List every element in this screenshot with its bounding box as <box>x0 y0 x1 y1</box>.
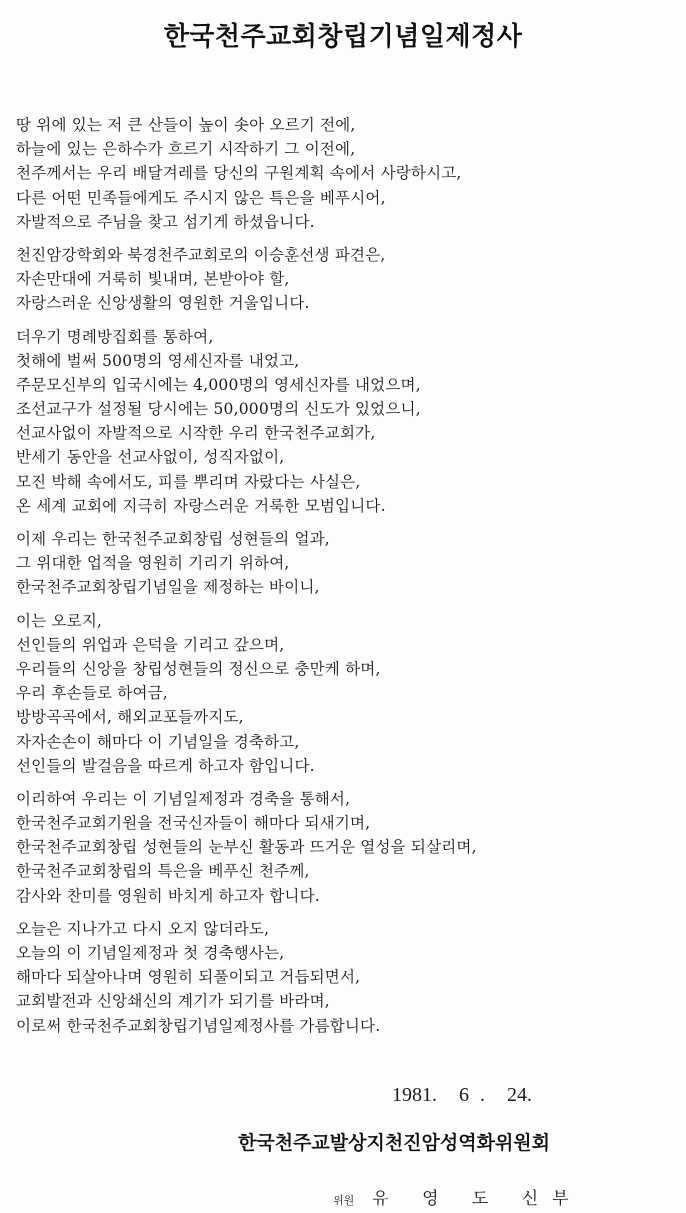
text-line: 이리하여 우리는 이 기념일제정과 경축을 통해서, <box>16 789 351 808</box>
text-line: 땅 위에 있는 저 큰 산들이 높이 솟아 오르기 전에, <box>16 116 356 134</box>
document-date: 1981. 6 . 24. <box>392 1084 532 1106</box>
text-line: 주문모신부의 입국시에는 4,000명의 영세신자를 내었으며, <box>16 375 421 394</box>
text-line: 선교사없이 자발적으로 시작한 우리 한국천주교회가, <box>16 424 376 443</box>
paragraph <box>16 243 680 316</box>
signer-name: 유 영 도 신부 <box>372 1189 583 1209</box>
text-line: 한국천주교회기원을 전국신자들이 해마다 되새기며, <box>16 814 371 833</box>
text-line: 더우기 명례방집회를 통하여, <box>16 327 214 346</box>
text-line: 선인들의 발걸음을 따르게 하고자 함입니다. <box>16 756 315 775</box>
text-line: 온 세계 교회에 지극히 자랑스러운 거룩한 모범입니다. <box>16 496 386 515</box>
text-line: 한국천주교회창립기념일을 제정하는 바이니, <box>16 578 320 597</box>
text-line: 자랑스러운 신앙생활의 영원한 거울입니다. <box>16 294 310 313</box>
text-line: 자손만대에 거룩히 빛내며, 본받아야 할, <box>16 270 290 289</box>
committee-name: 한국천주교발상지천진암성역화위원회 <box>238 1132 551 1154</box>
text-line: 그 위대한 업적을 영원히 기리기 위하여, <box>16 554 290 573</box>
text-line: 천진암강학회와 북경천주교회로의 이승훈선생 파견은, <box>16 245 386 264</box>
text-line: 오늘의 이 기념일제정과 첫 경축행사는, <box>16 944 285 962</box>
signer-block <box>333 1184 583 1209</box>
document-body <box>16 113 680 1047</box>
text-line: 우리들의 신앙을 창립성현들의 정신으로 충만케 하며, <box>16 659 381 678</box>
text-line: 교회발전과 신앙쇄신의 계기가 되기를 바라며, <box>16 992 330 1011</box>
text-line: 자발적으로 주님을 찾고 섬기게 하셨읍니다. <box>16 212 315 231</box>
paragraph <box>16 609 680 778</box>
text-line: 방방곡곡에서, 해외교포들까지도, <box>16 708 244 727</box>
text-line: 모진 박해 속에서도, 피를 뿌리며 자랐다는 사실은, <box>16 472 361 491</box>
text-line: 다른 어떤 민족들에게도 주시지 않은 특은을 베푸시어, <box>16 188 386 207</box>
paragraph <box>16 917 680 1038</box>
text-line: 이는 오로지, <box>16 611 103 630</box>
signer-role: 위원 <box>333 1194 355 1207</box>
text-line: 이로써 한국천주교회창립기념일제정사를 가름합니다. <box>16 1016 381 1035</box>
text-line: 하늘에 있는 은하수가 흐르기 시작하기 그 이전에, <box>16 140 356 159</box>
paragraph <box>16 113 680 234</box>
text-line: 우리 후손들로 하여금, <box>16 684 168 703</box>
text-line: 선인들의 위업과 은덕을 기리고 갚으며, <box>16 635 285 654</box>
text-line: 첫해에 벌써 500명의 영세신자를 내었고, <box>16 351 300 370</box>
text-line: 자자손손이 해마다 이 기념일을 경축하고, <box>16 732 300 751</box>
text-line: 해마다 되살아나며 영원히 되풀이되고 거듭되면서, <box>16 968 361 987</box>
text-line: 반세기 동안을 선교사없이, 성직자없이, <box>16 448 285 467</box>
text-line: 한국천주교회창립 성현들의 눈부신 활동과 뜨거운 열성을 되살리며, <box>16 838 477 857</box>
paragraph <box>16 787 680 908</box>
text-line: 이제 우리는 한국천주교회창립 성현들의 얼과, <box>16 530 330 548</box>
paragraph <box>16 325 680 519</box>
document-title: 한국천주교회창립기념일제정사 <box>163 22 523 52</box>
paragraph <box>16 527 680 600</box>
text-line: 감사와 찬미를 영원히 바치게 하고자 합니다. <box>16 886 320 905</box>
text-line: 한국천주교회창립의 특은을 베푸신 천주께, <box>16 862 310 881</box>
text-line: 오늘은 지나가고 다시 오지 않더라도, <box>16 919 270 938</box>
text-line: 천주께서는 우리 배달겨레를 당신의 구원계획 속에서 사랑하시고, <box>16 164 462 183</box>
text-line: 조선교구가 설정될 당시에는 50,000명의 신도가 있었으니, <box>16 400 421 419</box>
